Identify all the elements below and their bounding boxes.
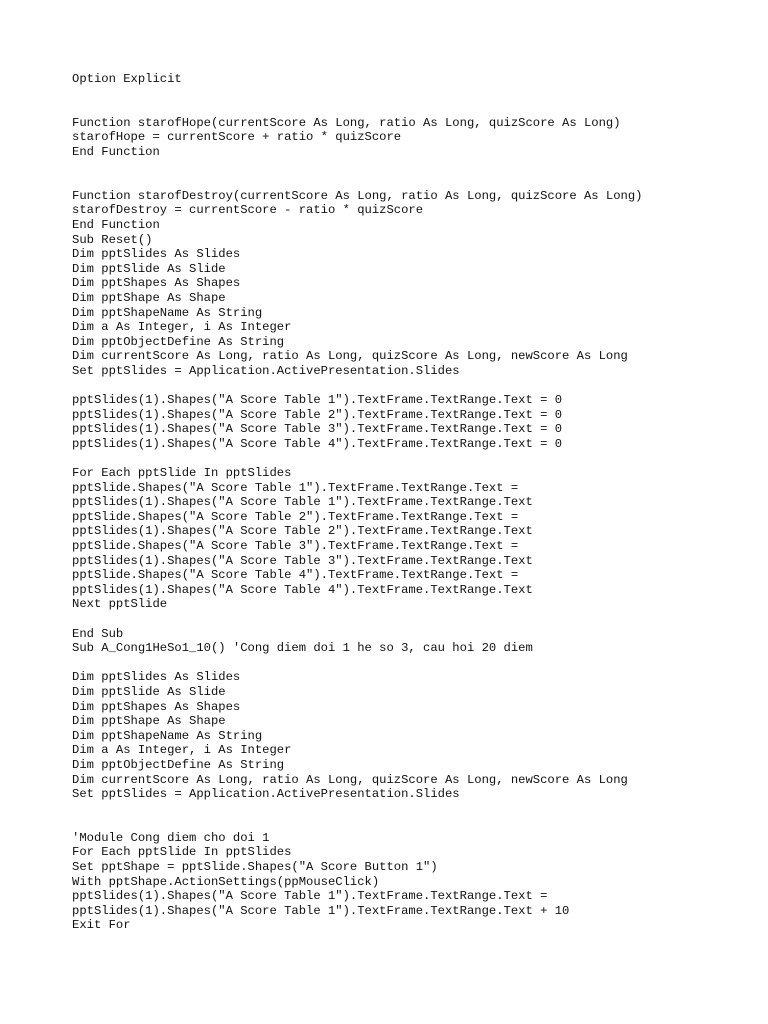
- code-line: End Function: [72, 217, 160, 232]
- vba-code-block: [72, 72, 752, 933]
- code-line: Dim a As Integer, i As Integer: [72, 320, 292, 335]
- code-line: [72, 612, 752, 627]
- code-line: Dim pptShapes As Shapes: [72, 276, 241, 291]
- code-line: pptSlide.Shapes("A Score Table 2").TextFrame.TextRange.Text =: [72, 509, 519, 524]
- code-line: 'Module Cong diem cho doi 1: [72, 830, 270, 845]
- code-line: Dim pptSlides As Slides: [72, 670, 241, 685]
- code-line: pptSlides(1).Shapes("A Score Table 2").TextFrame.TextRange.Text: [72, 524, 533, 539]
- code-line: Sub Reset(): [72, 232, 153, 247]
- code-line: [72, 816, 752, 831]
- code-line: pptSlide.Shapes("A Score Table 1").TextFrame.TextRange.Text =: [72, 480, 519, 495]
- code-line: Exit For: [72, 918, 131, 933]
- code-line: pptSlides(1).Shapes("A Score Table 1").TextFrame.TextRange.Text: [72, 495, 533, 510]
- code-line: starofDestroy = currentScore - ratio * quizScore: [72, 203, 424, 218]
- code-line: [72, 174, 752, 189]
- code-line: Dim pptShape As Shape: [72, 290, 226, 305]
- code-line: Dim pptShapeName As String: [72, 728, 263, 743]
- code-line: Dim pptSlide As Slide: [72, 261, 226, 276]
- code-line: Dim a As Integer, i As Integer: [72, 743, 292, 758]
- code-line: pptSlides(1).Shapes("A Score Table 1").TextFrame.TextRange.Text + 10: [72, 903, 570, 918]
- code-line: pptSlides(1).Shapes("A Score Table 3").TextFrame.TextRange.Text: [72, 553, 533, 568]
- code-line: pptSlide.Shapes("A Score Table 3").TextFrame.TextRange.Text =: [72, 539, 519, 553]
- code-line: [72, 101, 752, 116]
- code-line: For Each pptSlide In pptSlides: [72, 845, 292, 860]
- code-line: Dim pptSlide As Slide: [72, 684, 226, 699]
- code-line: Dim currentScore As Long, ratio As Long, quizScore As Long, newScore As Long: [72, 772, 628, 787]
- code-line: [72, 378, 752, 393]
- code-line: Dim pptShapeName As String: [72, 305, 263, 320]
- code-line: Dim currentScore As Long, ratio As Long, quizScore As Long, newScore As Long: [72, 349, 628, 364]
- code-line: starofHope = currentScore + ratio * quizScore: [72, 130, 402, 145]
- code-line: [72, 87, 752, 102]
- code-line: Sub A_Cong1HeSo1_10() 'Cong diem doi 1 he so 3, cau hoi 20 diem: [72, 641, 533, 656]
- code-line: Set pptSlides = Application.ActivePresentation.Slides: [72, 363, 460, 378]
- code-line: Dim pptShapes As Shapes: [72, 699, 241, 714]
- code-line: [72, 160, 752, 175]
- code-line: Option Explicit: [72, 72, 182, 86]
- code-line: With pptShape.ActionSettings(ppMouseClick): [72, 874, 380, 889]
- code-line: pptSlides(1).Shapes("A Score Table 4").TextFrame.TextRange.Text: [72, 582, 533, 597]
- code-line: Dim pptObjectDefine As String: [72, 757, 285, 772]
- code-line: Function starofHope(currentScore As Long, ratio As Long, quizScore As Long): [72, 115, 621, 130]
- code-line: Next pptSlide: [72, 597, 168, 612]
- code-line: pptSlide.Shapes("A Score Table 4").TextFrame.TextRange.Text =: [72, 568, 519, 583]
- code-line: End Sub: [72, 626, 124, 641]
- code-line: Set pptShape = pptSlide.Shapes("A Score Button 1"): [72, 860, 438, 875]
- code-line: pptSlides(1).Shapes("A Score Table 1").TextFrame.TextRange.Text = 0: [72, 393, 563, 408]
- code-line: Function starofDestroy(currentScore As Long, ratio As Long, quizScore As Long): [72, 188, 643, 203]
- code-line: pptSlides(1).Shapes("A Score Table 2").TextFrame.TextRange.Text = 0: [72, 407, 563, 422]
- code-line: Dim pptObjectDefine As String: [72, 334, 285, 349]
- code-line: [72, 656, 752, 671]
- code-line: pptSlides(1).Shapes("A Score Table 4").TextFrame.TextRange.Text = 0: [72, 436, 563, 451]
- code-line: pptSlides(1).Shapes("A Score Table 3").TextFrame.TextRange.Text = 0: [72, 422, 563, 437]
- code-line: Dim pptShape As Shape: [72, 714, 226, 729]
- code-line: pptSlides(1).Shapes("A Score Table 1").TextFrame.TextRange.Text =: [72, 889, 548, 904]
- code-line: [72, 451, 752, 466]
- code-line: [72, 802, 752, 817]
- code-line: Dim pptSlides As Slides: [72, 247, 241, 262]
- code-line: End Function: [72, 144, 160, 159]
- code-line: Set pptSlides = Application.ActivePresentation.Slides: [72, 787, 460, 802]
- code-line: For Each pptSlide In pptSlides: [72, 466, 292, 481]
